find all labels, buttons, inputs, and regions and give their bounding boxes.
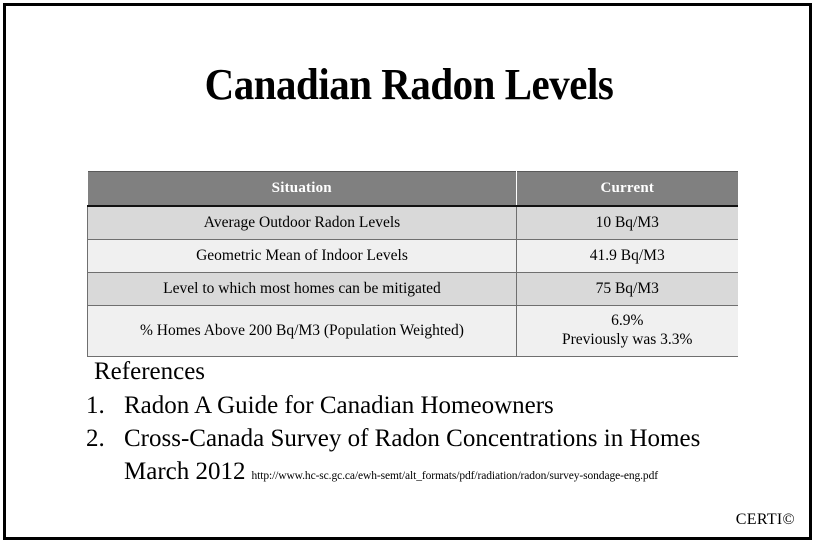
list-item xyxy=(86,423,796,456)
cell-current: 41.9 Bq/M3 xyxy=(517,240,738,273)
references-heading: References xyxy=(94,358,206,385)
list-item-label: Cross-Canada Survey of Radon Concentrations in Homes xyxy=(124,425,701,453)
cell-current xyxy=(517,306,738,357)
cell-current-primary: 6.9% xyxy=(611,312,644,330)
list-item xyxy=(86,390,796,423)
list-item-label: Radon A Guide for Canadian Homeowners xyxy=(124,391,554,419)
page-title: Canadian Radon Levels xyxy=(204,60,614,109)
list-item-continuation xyxy=(124,456,796,489)
cell-situation: Level to which most homes can be mitigated xyxy=(88,273,517,306)
cell-situation: Geometric Mean of Indoor Levels xyxy=(88,240,517,273)
cell-current: 75 Bq/M3 xyxy=(517,273,738,306)
table-row xyxy=(88,240,738,273)
table-header-row xyxy=(88,172,738,207)
table-row xyxy=(88,206,738,240)
footer-credit: CERTI© xyxy=(735,511,795,528)
references-section xyxy=(86,358,796,488)
reference-url-link[interactable]: http://www.hc-sc.gc.ca/ewh-semt/alt_formats/pdf/radiation/radon/survey-sondage-eng.pdf xyxy=(251,469,658,482)
table-row xyxy=(88,306,738,357)
cell-current-secondary: Previously was 3.3% xyxy=(562,331,693,348)
cell-current: 10 Bq/M3 xyxy=(517,206,738,240)
table-row xyxy=(88,273,738,306)
column-header-current: Current xyxy=(517,172,738,207)
cell-situation: % Homes Above 200 Bq/M3 (Population Weighted) xyxy=(88,306,517,357)
column-header-situation: Situation xyxy=(88,172,517,207)
reference-date: March 2012 xyxy=(124,457,246,485)
list-item-number: 2. xyxy=(86,425,105,453)
radon-levels-table xyxy=(87,171,738,357)
slide-canvas xyxy=(3,3,812,540)
cell-situation: Average Outdoor Radon Levels xyxy=(88,206,517,240)
list-item-number: 1. xyxy=(86,391,105,419)
